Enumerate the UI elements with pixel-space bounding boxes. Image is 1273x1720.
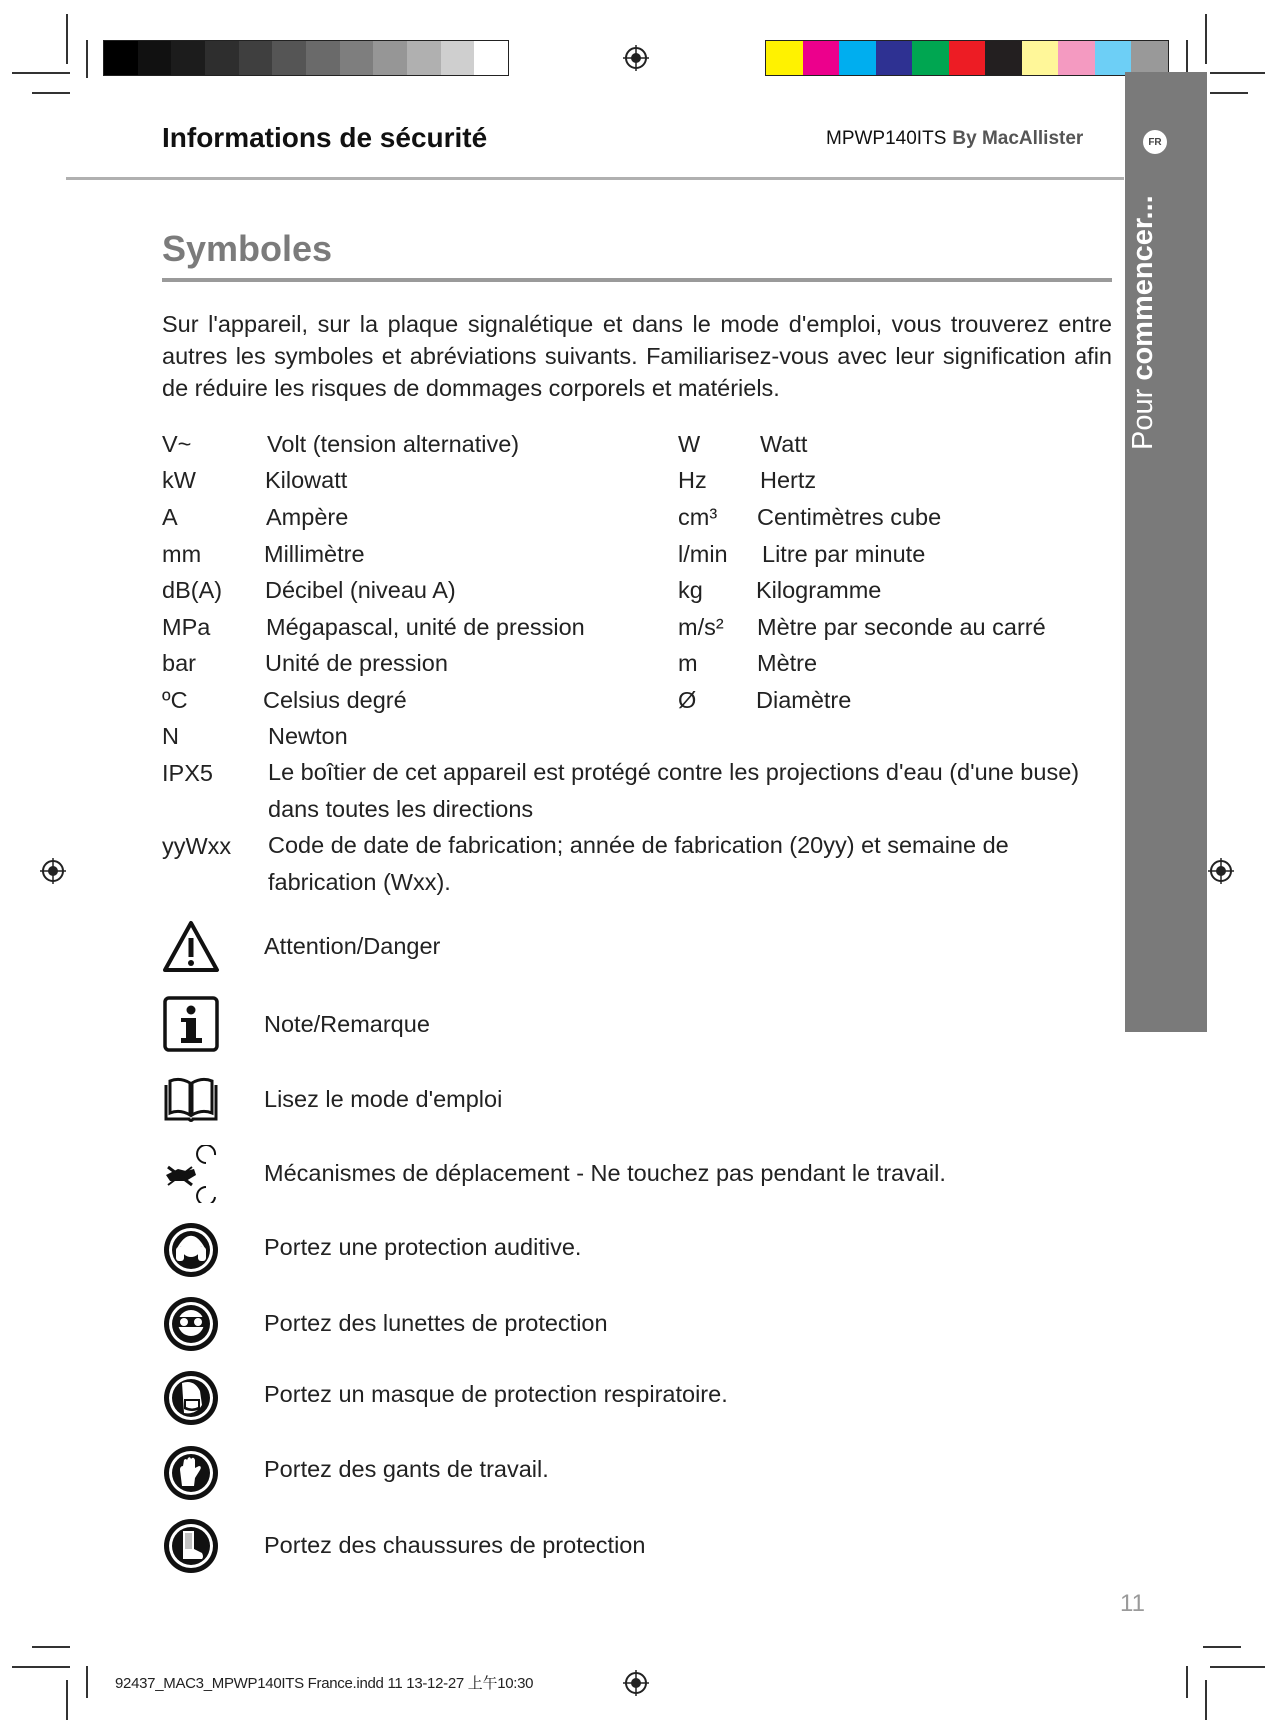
- gray-swatch: [340, 41, 374, 75]
- book-icon: [162, 1071, 220, 1129]
- color-calibration-bar: [765, 40, 1169, 76]
- symbol-abbr: MPa: [162, 614, 211, 640]
- color-swatch: [839, 41, 876, 75]
- registration-mark-icon: [623, 45, 649, 71]
- icon-label: Portez des gants de travail.: [264, 1456, 549, 1482]
- symbol-desc: Centimètres cube: [757, 504, 942, 530]
- gray-swatch: [407, 41, 441, 75]
- gray-swatch: [373, 41, 407, 75]
- symbol-abbr: kW: [162, 467, 196, 493]
- icon-label: Attention/Danger: [264, 933, 441, 959]
- header-divider: [66, 177, 1124, 180]
- gray-swatch: [441, 41, 475, 75]
- color-swatch: [1095, 41, 1132, 75]
- color-swatch: [912, 41, 949, 75]
- icon-label: Note/Remarque: [264, 1011, 430, 1037]
- header-model: [826, 128, 1083, 150]
- registration-mark-icon: [1208, 858, 1234, 884]
- gray-swatch: [104, 41, 138, 75]
- color-swatch: [949, 41, 986, 75]
- symbol-desc: Watt: [760, 431, 808, 457]
- icon-label: Portez un masque de protection respiratoire.: [264, 1381, 728, 1407]
- crop-mark-br-h2: [1210, 1666, 1265, 1668]
- moving-parts-icon: [162, 1145, 220, 1203]
- crop-mark-tl-v2: [86, 40, 88, 78]
- color-swatch: [803, 41, 840, 75]
- symbol-abbr: W: [678, 431, 701, 457]
- symbol-desc: Kilowatt: [265, 467, 348, 493]
- symbol-desc: Newton: [268, 723, 348, 749]
- color-swatch: [985, 41, 1022, 75]
- symbol-abbr: A: [162, 504, 178, 530]
- symbol-desc: Kilogramme: [756, 577, 882, 603]
- grayscale-calibration-bar: [103, 40, 509, 76]
- crop-mark-br-h: [1203, 1646, 1241, 1648]
- symbol-desc: Hertz: [760, 467, 817, 493]
- symbol-abbr: m: [678, 650, 698, 676]
- symbol-abbr: yyWxx: [162, 833, 232, 859]
- symbol-abbr: V~: [162, 431, 192, 457]
- ear-protection-icon: [162, 1221, 220, 1279]
- crop-mark-br-v2: [1205, 1680, 1207, 1720]
- crop-mark-tr-v: [1205, 14, 1207, 64]
- icon-label: Mécanismes de déplacement - Ne touchez pas pendant le travail.: [264, 1160, 946, 1186]
- color-swatch: [1131, 41, 1168, 75]
- info-icon: [162, 995, 220, 1053]
- symbol-desc: Code de date de fabrication; année de fabrication (20yy) et semaine de fabrication (Wxx).: [268, 832, 1009, 895]
- symbol-desc: Litre par minute: [762, 541, 926, 567]
- gray-swatch: [306, 41, 340, 75]
- gray-swatch: [171, 41, 205, 75]
- crop-mark-tl-v: [66, 14, 68, 64]
- intro-paragraph: Sur l'appareil, sur la plaque signalétique et dans le mode d'emploi, vous trouverez entre autres les symboles et abréviations suivants. Familiarisez-vous avec leur signification afin de réduire les risques de dommages corporels et matériels.: [162, 311, 1112, 401]
- symbol-abbr: IPX5: [162, 760, 213, 786]
- color-swatch: [876, 41, 913, 75]
- color-swatch: [766, 41, 803, 75]
- crop-mark-tr-h: [1210, 72, 1265, 74]
- gloves-icon: [162, 1444, 220, 1502]
- icon-label: Lisez le mode d'emploi: [264, 1086, 503, 1112]
- language-badge: FR: [1143, 130, 1167, 154]
- crop-mark-br-v: [1186, 1666, 1188, 1698]
- symbol-desc: Mètre: [757, 650, 818, 676]
- icon-label: Portez des chaussures de protection: [264, 1532, 646, 1558]
- symbol-abbr: m/s²: [678, 614, 724, 640]
- symbol-desc: Celsius degré: [263, 687, 407, 713]
- symbol-desc: Ampère: [266, 504, 349, 530]
- page-header-title: Informations de sécurité: [162, 122, 488, 153]
- crop-mark-bl-v2: [66, 1680, 68, 1720]
- symbol-abbr: bar: [162, 650, 196, 676]
- crop-mark-bl-h: [32, 1646, 70, 1648]
- symbol-desc: Unité de pression: [265, 650, 448, 676]
- crop-mark-tl-h: [12, 72, 70, 74]
- footer-file-info: 92437_MAC3_MPWP140ITS France.indd 11 13-12-27 上午10:30: [115, 1675, 534, 1692]
- symbol-abbr: kg: [678, 577, 703, 603]
- registration-mark-icon: [40, 858, 66, 884]
- gray-swatch: [272, 41, 306, 75]
- section-title: Symboles: [162, 228, 333, 269]
- gray-swatch: [239, 41, 273, 75]
- icon-label: Portez des lunettes de protection: [264, 1310, 608, 1336]
- gray-swatch: [474, 41, 508, 75]
- gray-swatch: [205, 41, 239, 75]
- symbol-abbr: l/min: [678, 541, 728, 567]
- symbol-abbr: Ø: [678, 687, 697, 713]
- symbol-desc: Mégapascal, unité de pression: [266, 614, 585, 640]
- symbol-desc: Décibel (niveau A): [265, 577, 456, 603]
- symbol-desc: Volt (tension alternative): [267, 431, 520, 457]
- section-divider: [162, 278, 1112, 282]
- color-swatch: [1058, 41, 1095, 75]
- brand-name: By MacAllister: [952, 128, 1084, 149]
- side-tab-label: Pour commencer...: [1127, 195, 1159, 450]
- color-swatch: [1022, 41, 1059, 75]
- crop-mark-tr-h2: [1210, 92, 1248, 94]
- symbol-abbr: dB(A): [162, 577, 223, 603]
- icon-label: Portez une protection auditive.: [264, 1234, 582, 1260]
- crop-mark-bl-h2: [12, 1666, 70, 1668]
- crop-mark-bl-v: [86, 1666, 88, 1698]
- symbol-abbr: ºC: [162, 687, 188, 713]
- page-number: 11: [1120, 1590, 1145, 1617]
- symbol-abbr: cm³: [678, 504, 718, 530]
- model-name: MPWP140ITS: [826, 128, 947, 149]
- symbol-desc: Millimètre: [264, 541, 365, 567]
- eye-protection-icon: [162, 1295, 220, 1353]
- symbol-abbr: N: [162, 723, 179, 749]
- gray-swatch: [138, 41, 172, 75]
- crop-mark-tl-h2: [32, 92, 70, 94]
- symbol-abbr: Hz: [678, 467, 707, 493]
- respirator-icon: [162, 1369, 220, 1427]
- registration-mark-icon: [623, 1670, 649, 1696]
- warning-triangle-icon: [162, 918, 220, 976]
- symbol-desc: Le boîtier de cet appareil est protégé contre les projections d'eau (d'une buse) dans toutes les directions: [268, 759, 1080, 822]
- safety-boots-icon: [162, 1517, 220, 1575]
- symbol-desc: Diamètre: [756, 687, 852, 713]
- symbol-abbr: mm: [162, 541, 202, 567]
- symbol-desc: Mètre par seconde au carré: [757, 614, 1046, 640]
